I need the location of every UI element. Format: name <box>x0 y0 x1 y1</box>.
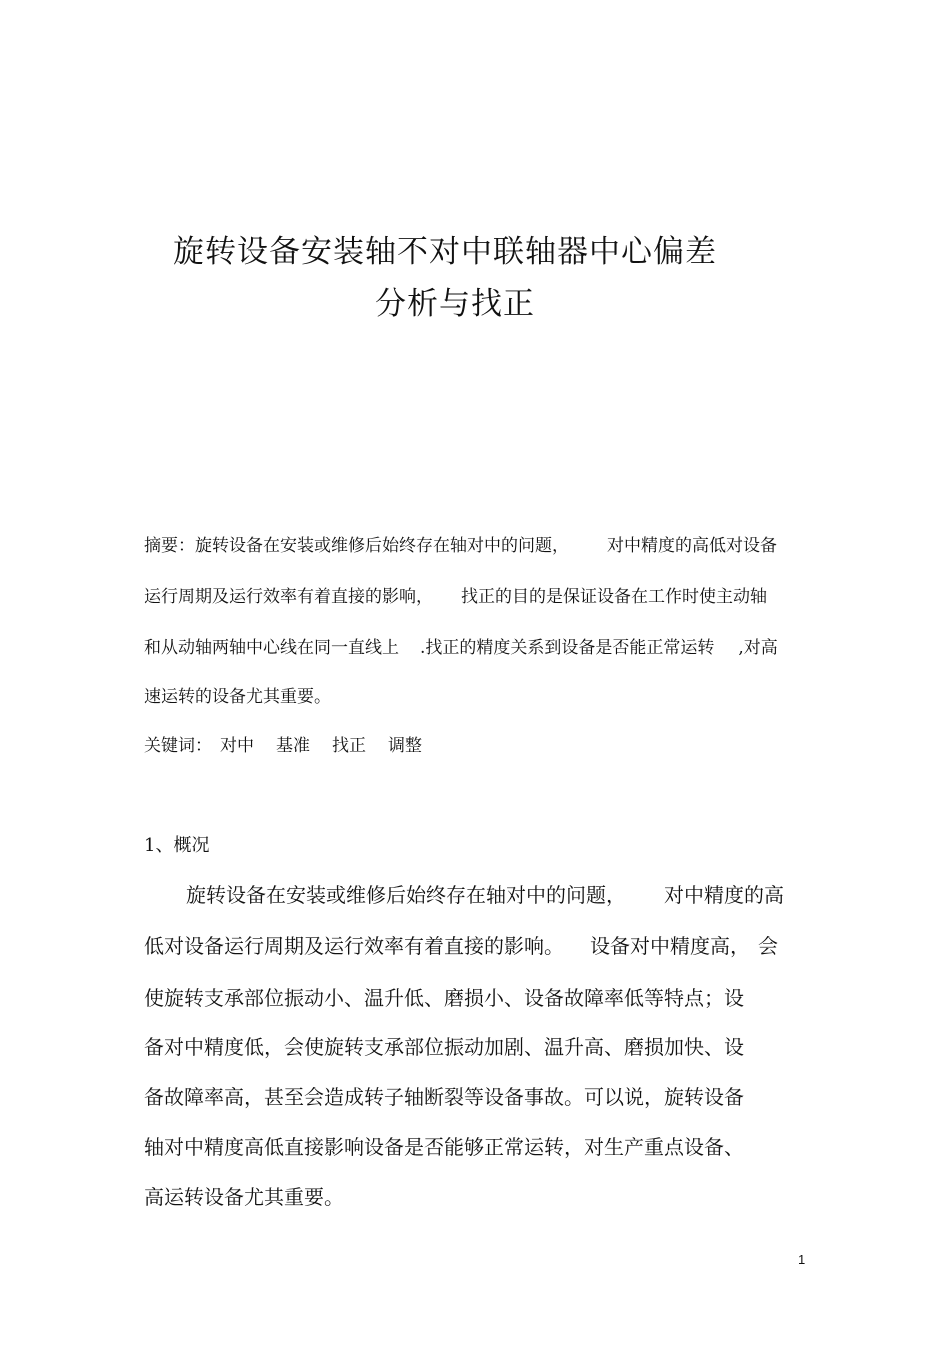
paragraph-text: 对中精度的高 <box>664 883 784 907</box>
document-title-line-2: 分析与找正 <box>375 286 535 322</box>
section-heading: 1、概况 <box>144 835 210 856</box>
keyword: 对中 <box>220 736 254 756</box>
abstract-text: 摘要：旋转设备在安装或维修后始终存在轴对中的问题， <box>144 536 569 556</box>
page-number: 1 <box>798 1252 806 1267</box>
paragraph-text: 旋转设备在安装或维修后始终存在轴对中的问题， <box>186 883 626 907</box>
abstract-line-4: 速运转的设备尤其重要。 <box>144 687 331 707</box>
abstract-text: .找正的精度关系到设备是否能正常运转 <box>420 638 715 658</box>
section-paragraph-line-1 <box>186 879 784 908</box>
abstract-line-1 <box>144 531 777 556</box>
section-paragraph-line-6: 轴对中精度高低直接影响设备是否能够正常运转，对生产重点设备、 <box>144 1135 744 1159</box>
keyword: 找正 <box>332 736 366 756</box>
document-title-line-1: 旋转设备安装轴不对中联轴器中心偏差 <box>173 234 717 270</box>
abstract-text: 和从动轴两轴中心线在同一直线上 <box>144 638 399 658</box>
keywords-label: 关键词： <box>144 736 212 756</box>
section-paragraph-line-4: 备对中精度低，会使旋转支承部位振动加剧、温升高、磨损加快、设 <box>144 1035 744 1059</box>
abstract-line-3 <box>144 633 778 658</box>
abstract-text: 运行周期及运行效率有着直接的影响， <box>144 587 433 607</box>
paragraph-text: 低对设备运行周期及运行效率有着直接的影响。 <box>144 934 564 958</box>
abstract-text: 对中精度的高低对设备 <box>607 536 777 556</box>
keyword: 调整 <box>388 736 422 756</box>
abstract-text: 找正的目的是保证设备在工作时使主动轴 <box>461 587 767 607</box>
section-paragraph-line-3: 使旋转支承部位振动小、温升低、磨损小、设备故障率低等特点；设 <box>144 986 744 1010</box>
keywords-line <box>144 731 422 756</box>
keyword: 基准 <box>276 736 310 756</box>
paragraph-text: 设备对中精度高， <box>590 934 750 958</box>
abstract-line-2 <box>144 582 767 607</box>
section-paragraph-line-7: 高运转设备尤其重要。 <box>144 1185 344 1209</box>
section-paragraph-line-5: 备故障率高，甚至会造成转子轴断裂等设备事故。可以说，旋转设备 <box>144 1085 744 1109</box>
section-paragraph-line-2 <box>144 930 778 959</box>
abstract-text: ,对高 <box>738 638 778 658</box>
paragraph-text: 会 <box>758 934 778 958</box>
